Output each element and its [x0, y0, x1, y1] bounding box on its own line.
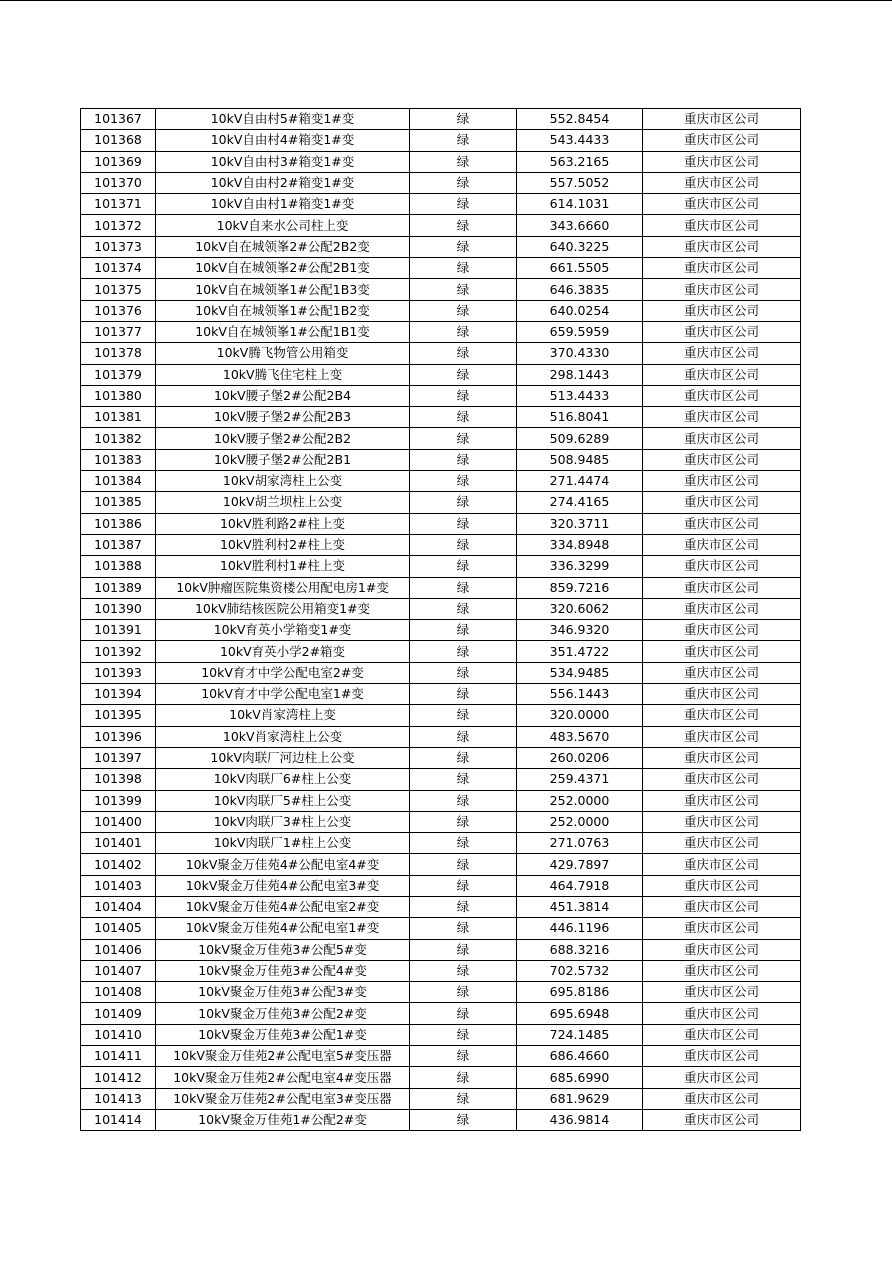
- cell-id: 101395: [81, 705, 156, 726]
- cell-name: 10kV聚金万佳苑3#公配4#变: [156, 960, 410, 981]
- cell-color: 绿: [410, 471, 517, 492]
- table-row: [81, 747, 801, 768]
- cell-id: 101394: [81, 684, 156, 705]
- cell-color: 绿: [410, 811, 517, 832]
- cell-id: 101386: [81, 513, 156, 534]
- cell-value: 334.8948: [517, 534, 643, 555]
- cell-value: 252.0000: [517, 811, 643, 832]
- table-row: [81, 279, 801, 300]
- cell-company: 重庆市区公司: [643, 598, 801, 619]
- cell-color: 绿: [410, 407, 517, 428]
- cell-name: 10kV自在城领峯1#公配1B3变: [156, 279, 410, 300]
- cell-company: 重庆市区公司: [643, 1067, 801, 1088]
- table-row: [81, 513, 801, 534]
- cell-color: 绿: [410, 513, 517, 534]
- cell-id: 101397: [81, 747, 156, 768]
- table-row: [81, 1109, 801, 1130]
- table-row: [81, 960, 801, 981]
- cell-name: 10kV聚金万佳苑3#公配1#变: [156, 1024, 410, 1045]
- cell-value: 370.4330: [517, 343, 643, 364]
- cell-id: 101387: [81, 534, 156, 555]
- cell-color: 绿: [410, 385, 517, 406]
- cell-name: 10kV育英小学2#箱变: [156, 641, 410, 662]
- cell-value: 508.9485: [517, 449, 643, 470]
- table-row: [81, 194, 801, 215]
- cell-id: 101380: [81, 385, 156, 406]
- cell-id: 101373: [81, 236, 156, 257]
- cell-color: 绿: [410, 428, 517, 449]
- cell-company: 重庆市区公司: [643, 151, 801, 172]
- cell-value: 259.4371: [517, 769, 643, 790]
- cell-id: 101375: [81, 279, 156, 300]
- cell-name: 10kV自由村3#箱变1#变: [156, 151, 410, 172]
- cell-color: 绿: [410, 534, 517, 555]
- cell-color: 绿: [410, 364, 517, 385]
- cell-value: 534.9485: [517, 662, 643, 683]
- cell-id: 101402: [81, 854, 156, 875]
- cell-value: 483.5670: [517, 726, 643, 747]
- cell-company: 重庆市区公司: [643, 769, 801, 790]
- cell-color: 绿: [410, 918, 517, 939]
- cell-company: 重庆市区公司: [643, 471, 801, 492]
- cell-color: 绿: [410, 620, 517, 641]
- cell-id: 101388: [81, 556, 156, 577]
- cell-id: 101405: [81, 918, 156, 939]
- cell-company: 重庆市区公司: [643, 172, 801, 193]
- cell-name: 10kV聚金万佳苑4#公配电室4#变: [156, 854, 410, 875]
- table-row: [81, 492, 801, 513]
- cell-name: 10kV肖家湾柱上公变: [156, 726, 410, 747]
- cell-value: 724.1485: [517, 1024, 643, 1045]
- table-row: [81, 428, 801, 449]
- cell-color: 绿: [410, 705, 517, 726]
- cell-company: 重庆市区公司: [643, 918, 801, 939]
- table-row: [81, 705, 801, 726]
- cell-color: 绿: [410, 1046, 517, 1067]
- cell-company: 重庆市区公司: [643, 577, 801, 598]
- cell-company: 重庆市区公司: [643, 258, 801, 279]
- cell-id: 101401: [81, 833, 156, 854]
- cell-color: 绿: [410, 939, 517, 960]
- table-row: [81, 1088, 801, 1109]
- table-row: [81, 577, 801, 598]
- table-row: [81, 407, 801, 428]
- table-row: [81, 215, 801, 236]
- cell-id: 101408: [81, 982, 156, 1003]
- cell-color: 绿: [410, 109, 517, 130]
- cell-color: 绿: [410, 194, 517, 215]
- cell-value: 271.0763: [517, 833, 643, 854]
- table-body: [81, 109, 801, 1131]
- cell-value: 343.6660: [517, 215, 643, 236]
- cell-name: 10kV腾飞物管公用箱变: [156, 343, 410, 364]
- cell-name: 10kV聚金万佳苑2#公配电室5#变压器: [156, 1046, 410, 1067]
- table-row: [81, 151, 801, 172]
- table-row: [81, 1003, 801, 1024]
- cell-color: 绿: [410, 1109, 517, 1130]
- cell-name: 10kV肺结核医院公用箱变1#变: [156, 598, 410, 619]
- cell-name: 10kV腰子堡2#公配2B4: [156, 385, 410, 406]
- table-row: [81, 534, 801, 555]
- cell-company: 重庆市区公司: [643, 939, 801, 960]
- table-row: [81, 684, 801, 705]
- cell-company: 重庆市区公司: [643, 790, 801, 811]
- cell-company: 重庆市区公司: [643, 1109, 801, 1130]
- cell-company: 重庆市区公司: [643, 385, 801, 406]
- cell-company: 重庆市区公司: [643, 215, 801, 236]
- cell-id: 101371: [81, 194, 156, 215]
- cell-color: 绿: [410, 747, 517, 768]
- cell-color: 绿: [410, 684, 517, 705]
- cell-company: 重庆市区公司: [643, 982, 801, 1003]
- cell-color: 绿: [410, 1067, 517, 1088]
- cell-company: 重庆市区公司: [643, 194, 801, 215]
- cell-company: 重庆市区公司: [643, 1046, 801, 1067]
- cell-name: 10kV自在城领峯1#公配1B1变: [156, 321, 410, 342]
- cell-value: 429.7897: [517, 854, 643, 875]
- cell-color: 绿: [410, 662, 517, 683]
- cell-value: 552.8454: [517, 109, 643, 130]
- cell-company: 重庆市区公司: [643, 407, 801, 428]
- cell-value: 513.4433: [517, 385, 643, 406]
- cell-name: 10kV自在城领峯2#公配2B1变: [156, 258, 410, 279]
- cell-name: 10kV肉联厂1#柱上公变: [156, 833, 410, 854]
- cell-color: 绿: [410, 130, 517, 151]
- cell-color: 绿: [410, 1024, 517, 1045]
- table-row: [81, 236, 801, 257]
- table-row: [81, 875, 801, 896]
- cell-id: 101396: [81, 726, 156, 747]
- cell-color: 绿: [410, 769, 517, 790]
- table-row: [81, 982, 801, 1003]
- cell-value: 320.6062: [517, 598, 643, 619]
- cell-value: 252.0000: [517, 790, 643, 811]
- cell-color: 绿: [410, 1003, 517, 1024]
- cell-value: 260.0206: [517, 747, 643, 768]
- cell-name: 10kV肿瘤医院集资楼公用配电房1#变: [156, 577, 410, 598]
- cell-id: 101404: [81, 896, 156, 917]
- cell-name: 10kV育才中学公配电室1#变: [156, 684, 410, 705]
- cell-id: 101369: [81, 151, 156, 172]
- cell-id: 101367: [81, 109, 156, 130]
- cell-value: 614.1031: [517, 194, 643, 215]
- cell-value: 336.3299: [517, 556, 643, 577]
- cell-name: 10kV胜利村2#柱上变: [156, 534, 410, 555]
- cell-name: 10kV自由村5#箱变1#变: [156, 109, 410, 130]
- cell-name: 10kV肉联厂河边柱上公变: [156, 747, 410, 768]
- cell-id: 101376: [81, 300, 156, 321]
- table-row: [81, 449, 801, 470]
- cell-color: 绿: [410, 556, 517, 577]
- cell-color: 绿: [410, 641, 517, 662]
- cell-value: 509.6289: [517, 428, 643, 449]
- cell-name: 10kV聚金万佳苑2#公配电室3#变压器: [156, 1088, 410, 1109]
- table-row: [81, 556, 801, 577]
- cell-company: 重庆市区公司: [643, 896, 801, 917]
- cell-value: 351.4722: [517, 641, 643, 662]
- table-row: [81, 641, 801, 662]
- cell-name: 10kV聚金万佳苑3#公配3#变: [156, 982, 410, 1003]
- cell-name: 10kV腰子堡2#公配2B2: [156, 428, 410, 449]
- cell-name: 10kV肖家湾柱上变: [156, 705, 410, 726]
- cell-value: 685.6990: [517, 1067, 643, 1088]
- cell-company: 重庆市区公司: [643, 513, 801, 534]
- cell-id: 101379: [81, 364, 156, 385]
- cell-company: 重庆市区公司: [643, 300, 801, 321]
- cell-name: 10kV自在城领峯2#公配2B2变: [156, 236, 410, 257]
- cell-name: 10kV肉联厂3#柱上公变: [156, 811, 410, 832]
- cell-name: 10kV腾飞住宅柱上变: [156, 364, 410, 385]
- cell-color: 绿: [410, 449, 517, 470]
- cell-color: 绿: [410, 492, 517, 513]
- cell-name: 10kV肉联厂5#柱上公变: [156, 790, 410, 811]
- cell-id: 101382: [81, 428, 156, 449]
- cell-name: 10kV自由村2#箱变1#变: [156, 172, 410, 193]
- cell-id: 101374: [81, 258, 156, 279]
- cell-name: 10kV聚金万佳苑4#公配电室3#变: [156, 875, 410, 896]
- cell-company: 重庆市区公司: [643, 449, 801, 470]
- data-table: [80, 108, 801, 1131]
- cell-name: 10kV自来水公司柱上变: [156, 215, 410, 236]
- cell-name: 10kV腰子堡2#公配2B3: [156, 407, 410, 428]
- cell-color: 绿: [410, 896, 517, 917]
- table-row: [81, 854, 801, 875]
- cell-id: 101390: [81, 598, 156, 619]
- cell-color: 绿: [410, 172, 517, 193]
- cell-id: 101409: [81, 1003, 156, 1024]
- cell-value: 557.5052: [517, 172, 643, 193]
- cell-value: 543.4433: [517, 130, 643, 151]
- cell-id: 101384: [81, 471, 156, 492]
- table-row: [81, 385, 801, 406]
- cell-company: 重庆市区公司: [643, 428, 801, 449]
- cell-value: 563.2165: [517, 151, 643, 172]
- cell-company: 重庆市区公司: [643, 1024, 801, 1045]
- table-row: [81, 918, 801, 939]
- cell-color: 绿: [410, 854, 517, 875]
- cell-id: 101392: [81, 641, 156, 662]
- cell-value: 320.3711: [517, 513, 643, 534]
- cell-value: 320.0000: [517, 705, 643, 726]
- cell-company: 重庆市区公司: [643, 1003, 801, 1024]
- cell-value: 695.6948: [517, 1003, 643, 1024]
- cell-color: 绿: [410, 875, 517, 896]
- cell-name: 10kV聚金万佳苑1#公配2#变: [156, 1109, 410, 1130]
- cell-id: 101377: [81, 321, 156, 342]
- cell-id: 101403: [81, 875, 156, 896]
- table-row: [81, 896, 801, 917]
- cell-value: 464.7918: [517, 875, 643, 896]
- cell-value: 640.0254: [517, 300, 643, 321]
- cell-color: 绿: [410, 151, 517, 172]
- cell-id: 101411: [81, 1046, 156, 1067]
- table-row: [81, 1046, 801, 1067]
- table-row: [81, 726, 801, 747]
- cell-name: 10kV腰子堡2#公配2B1: [156, 449, 410, 470]
- table-row: [81, 1067, 801, 1088]
- cell-id: 101400: [81, 811, 156, 832]
- cell-company: 重庆市区公司: [643, 726, 801, 747]
- cell-name: 10kV肉联厂6#柱上公变: [156, 769, 410, 790]
- cell-name: 10kV育才中学公配电室2#变: [156, 662, 410, 683]
- cell-id: 101413: [81, 1088, 156, 1109]
- cell-company: 重庆市区公司: [643, 641, 801, 662]
- cell-color: 绿: [410, 279, 517, 300]
- table-row: [81, 620, 801, 641]
- cell-id: 101398: [81, 769, 156, 790]
- cell-company: 重庆市区公司: [643, 534, 801, 555]
- cell-color: 绿: [410, 982, 517, 1003]
- cell-name: 10kV自在城领峯1#公配1B2变: [156, 300, 410, 321]
- cell-id: 101383: [81, 449, 156, 470]
- cell-name: 10kV胜利村1#柱上变: [156, 556, 410, 577]
- cell-color: 绿: [410, 790, 517, 811]
- page-top-rule: [0, 0, 892, 1]
- table-row: [81, 790, 801, 811]
- table-row: [81, 811, 801, 832]
- cell-value: 271.4474: [517, 471, 643, 492]
- cell-color: 绿: [410, 960, 517, 981]
- cell-value: 436.9814: [517, 1109, 643, 1130]
- cell-company: 重庆市区公司: [643, 662, 801, 683]
- cell-id: 101399: [81, 790, 156, 811]
- cell-value: 859.7216: [517, 577, 643, 598]
- cell-id: 101368: [81, 130, 156, 151]
- cell-id: 101385: [81, 492, 156, 513]
- cell-value: 702.5732: [517, 960, 643, 981]
- cell-color: 绿: [410, 577, 517, 598]
- cell-company: 重庆市区公司: [643, 556, 801, 577]
- cell-color: 绿: [410, 598, 517, 619]
- cell-name: 10kV聚金万佳苑4#公配电室2#变: [156, 896, 410, 917]
- cell-company: 重庆市区公司: [643, 364, 801, 385]
- cell-value: 346.9320: [517, 620, 643, 641]
- cell-value: 298.1443: [517, 364, 643, 385]
- cell-value: 516.8041: [517, 407, 643, 428]
- cell-company: 重庆市区公司: [643, 236, 801, 257]
- cell-name: 10kV胜利路2#柱上变: [156, 513, 410, 534]
- cell-value: 661.5505: [517, 258, 643, 279]
- cell-company: 重庆市区公司: [643, 279, 801, 300]
- cell-color: 绿: [410, 321, 517, 342]
- cell-id: 101414: [81, 1109, 156, 1130]
- cell-company: 重庆市区公司: [643, 343, 801, 364]
- cell-name: 10kV胡兰坝柱上公变: [156, 492, 410, 513]
- cell-id: 101391: [81, 620, 156, 641]
- table-row: [81, 471, 801, 492]
- cell-company: 重庆市区公司: [643, 854, 801, 875]
- cell-company: 重庆市区公司: [643, 1088, 801, 1109]
- cell-color: 绿: [410, 1088, 517, 1109]
- cell-name: 10kV聚金万佳苑3#公配2#变: [156, 1003, 410, 1024]
- cell-company: 重庆市区公司: [643, 811, 801, 832]
- cell-company: 重庆市区公司: [643, 620, 801, 641]
- cell-name: 10kV胡家湾柱上公变: [156, 471, 410, 492]
- table-row: [81, 1024, 801, 1045]
- cell-company: 重庆市区公司: [643, 960, 801, 981]
- table-row: [81, 109, 801, 130]
- cell-company: 重庆市区公司: [643, 747, 801, 768]
- cell-value: 681.9629: [517, 1088, 643, 1109]
- table-row: [81, 769, 801, 790]
- table-row: [81, 598, 801, 619]
- cell-color: 绿: [410, 300, 517, 321]
- cell-value: 659.5959: [517, 321, 643, 342]
- cell-color: 绿: [410, 236, 517, 257]
- cell-id: 101412: [81, 1067, 156, 1088]
- cell-name: 10kV自由村4#箱变1#变: [156, 130, 410, 151]
- table-row: [81, 343, 801, 364]
- cell-company: 重庆市区公司: [643, 321, 801, 342]
- table-row: [81, 364, 801, 385]
- cell-value: 695.8186: [517, 982, 643, 1003]
- table-row: [81, 833, 801, 854]
- cell-color: 绿: [410, 726, 517, 747]
- cell-value: 274.4165: [517, 492, 643, 513]
- cell-id: 101372: [81, 215, 156, 236]
- table-row: [81, 662, 801, 683]
- cell-value: 646.3835: [517, 279, 643, 300]
- cell-id: 101393: [81, 662, 156, 683]
- cell-value: 446.1196: [517, 918, 643, 939]
- cell-company: 重庆市区公司: [643, 130, 801, 151]
- cell-name: 10kV育英小学箱变1#变: [156, 620, 410, 641]
- cell-company: 重庆市区公司: [643, 833, 801, 854]
- cell-value: 688.3216: [517, 939, 643, 960]
- cell-id: 101406: [81, 939, 156, 960]
- cell-id: 101370: [81, 172, 156, 193]
- cell-color: 绿: [410, 343, 517, 364]
- table-row: [81, 321, 801, 342]
- table-row: [81, 300, 801, 321]
- cell-id: 101407: [81, 960, 156, 981]
- table-row: [81, 939, 801, 960]
- cell-company: 重庆市区公司: [643, 875, 801, 896]
- cell-id: 101389: [81, 577, 156, 598]
- cell-value: 451.3814: [517, 896, 643, 917]
- cell-value: 640.3225: [517, 236, 643, 257]
- cell-name: 10kV聚金万佳苑3#公配5#变: [156, 939, 410, 960]
- cell-company: 重庆市区公司: [643, 705, 801, 726]
- cell-company: 重庆市区公司: [643, 109, 801, 130]
- cell-value: 686.4660: [517, 1046, 643, 1067]
- cell-color: 绿: [410, 258, 517, 279]
- cell-color: 绿: [410, 215, 517, 236]
- table-row: [81, 172, 801, 193]
- table-row: [81, 130, 801, 151]
- cell-color: 绿: [410, 833, 517, 854]
- table-row: [81, 258, 801, 279]
- cell-id: 101410: [81, 1024, 156, 1045]
- cell-company: 重庆市区公司: [643, 492, 801, 513]
- cell-company: 重庆市区公司: [643, 684, 801, 705]
- cell-id: 101378: [81, 343, 156, 364]
- cell-name: 10kV聚金万佳苑4#公配电室1#变: [156, 918, 410, 939]
- cell-name: 10kV自由村1#箱变1#变: [156, 194, 410, 215]
- cell-name: 10kV聚金万佳苑2#公配电室4#变压器: [156, 1067, 410, 1088]
- cell-value: 556.1443: [517, 684, 643, 705]
- cell-id: 101381: [81, 407, 156, 428]
